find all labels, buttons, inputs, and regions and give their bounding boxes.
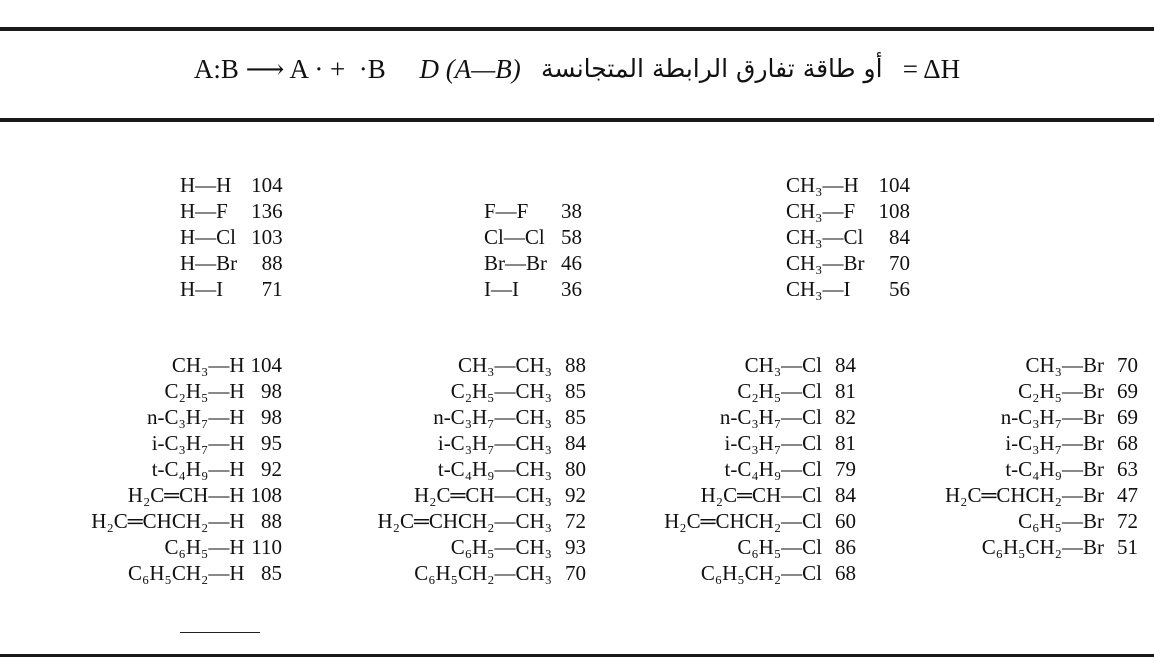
bond-row xyxy=(20,404,282,430)
bond-energy: 82 xyxy=(835,405,856,429)
bond-energy: 93 xyxy=(565,535,586,559)
bond-row xyxy=(880,456,1138,482)
x-ch3-bonds-table xyxy=(300,352,586,586)
bond-energy: 81 xyxy=(835,431,856,455)
bond-energy: 84 xyxy=(835,483,856,507)
bond-row xyxy=(484,198,582,224)
bond-name: I—I xyxy=(484,277,519,301)
bond-name: CH₃—I xyxy=(786,277,851,301)
bond-energy: 85 xyxy=(565,405,586,429)
bond-name: CH₃—H xyxy=(786,173,859,197)
bond-row xyxy=(180,276,283,302)
bond-name: H₂C═CH—Cl xyxy=(700,483,822,507)
bond-name: H₂C═CH—H xyxy=(127,483,245,507)
bond-name: C₂H₅—Br xyxy=(1018,379,1104,403)
bond-name: C₆H₅CH₂—H xyxy=(128,561,245,585)
bond-energy: 95 xyxy=(261,431,282,455)
bond-energy: 84 xyxy=(835,353,856,377)
bond-energy: 84 xyxy=(565,431,586,455)
bond-name: C₆H₅—Br xyxy=(1018,509,1104,533)
bond-energy: 63 xyxy=(1117,457,1138,481)
bond-name: i-C₃H₇—CH₃ xyxy=(437,431,552,455)
bond-row xyxy=(880,534,1138,560)
bond-energy: 71 xyxy=(261,277,283,301)
bond-name: CH₃—H xyxy=(171,353,245,377)
bond-name: C₆H₅—CH₃ xyxy=(450,535,552,559)
bond-name: t-C₄H₉—Br xyxy=(1005,457,1104,481)
bond-name: n-C₃H₇—CH₃ xyxy=(433,405,552,429)
bond-energy: 104 xyxy=(251,173,283,197)
bond-name: CH₃—Br xyxy=(1025,353,1104,377)
bond-row xyxy=(300,560,586,586)
hydrogen-halide-table xyxy=(180,172,283,302)
bond-row xyxy=(600,352,856,378)
methyl-halide-table xyxy=(786,172,910,302)
bond-name: t-C₄H₉—Cl xyxy=(724,457,822,481)
underline-mark xyxy=(180,632,260,633)
bond-energy: 104 xyxy=(250,353,282,377)
bond-energy: 92 xyxy=(565,483,586,507)
bond-row xyxy=(786,224,910,250)
arabic-caption: أو طاقة تفارق الرابطة المتجانسة xyxy=(541,53,883,83)
bond-energy: 70 xyxy=(889,251,910,275)
bond-energy: 98 xyxy=(261,405,282,429)
bond-row xyxy=(20,482,282,508)
dissociation-symbol: D (A—B) xyxy=(419,53,521,84)
bond-name: C₆H₅CH₂—Cl xyxy=(700,561,822,585)
bond-row xyxy=(880,404,1138,430)
bond-row xyxy=(786,250,910,276)
bond-energy: 70 xyxy=(565,561,586,585)
bond-name: CH₃—Cl xyxy=(744,353,822,377)
bond-name: t-C₄H₉—H xyxy=(151,457,245,481)
bond-name: i-C₃H₇—Cl xyxy=(724,431,822,455)
bond-energy: 110 xyxy=(251,535,282,559)
x-cl-bonds-table xyxy=(600,352,856,586)
bond-name: H₂C═CH—CH₃ xyxy=(413,483,552,507)
bond-row xyxy=(600,430,856,456)
top-rule-thick xyxy=(0,27,1154,31)
bond-name: C₆H₅—Cl xyxy=(737,535,822,559)
bond-energy: 68 xyxy=(1117,431,1138,455)
bond-name: H—F xyxy=(180,199,228,223)
bond-name: H—Br xyxy=(180,251,238,275)
bond-name: n-C₃H₇—Cl xyxy=(719,405,822,429)
bond-energy: 86 xyxy=(835,535,856,559)
bond-row xyxy=(300,482,586,508)
bond-row xyxy=(180,172,283,198)
bond-energy: 70 xyxy=(1117,353,1138,377)
bond-name: CH₃—F xyxy=(786,199,856,223)
bond-row xyxy=(786,198,910,224)
bond-energy: 108 xyxy=(878,199,910,223)
bond-row xyxy=(880,508,1138,534)
bond-name: t-C₄H₉—CH₃ xyxy=(437,457,552,481)
bond-name: CH₃—CH₃ xyxy=(458,353,552,377)
bond-row xyxy=(786,276,910,302)
bond-row xyxy=(20,534,282,560)
bond-energy: 136 xyxy=(251,199,283,223)
bond-name: H—I xyxy=(180,277,224,301)
bond-energy: 47 xyxy=(1117,483,1138,507)
bond-name: H₂C═CHCH₂—Br xyxy=(944,483,1104,507)
bond-row xyxy=(484,224,582,250)
bond-row xyxy=(300,430,586,456)
bond-energy: 69 xyxy=(1117,379,1138,403)
bond-name: C₂H₅—CH₃ xyxy=(450,379,552,403)
bond-energy: 88 xyxy=(261,251,283,275)
bond-name: CH₃—Br xyxy=(786,251,865,275)
bond-energy: 38 xyxy=(561,199,582,223)
bond-row xyxy=(300,534,586,560)
bond-row xyxy=(180,198,283,224)
bond-name: H₂C═CHCH₂—CH₃ xyxy=(377,509,552,533)
bond-energy: 46 xyxy=(561,251,582,275)
bond-energy: 88 xyxy=(261,509,282,533)
bond-name: n-C₃H₇—H xyxy=(147,405,245,429)
bond-row xyxy=(880,482,1138,508)
bond-row xyxy=(600,378,856,404)
bond-row xyxy=(20,560,282,586)
bond-energy: 79 xyxy=(835,457,856,481)
bond-name: C₂H₅—Cl xyxy=(737,379,822,403)
bond-energy: 56 xyxy=(889,277,910,301)
bond-row xyxy=(300,378,586,404)
bond-energy: 103 xyxy=(251,225,283,249)
bond-row xyxy=(300,508,586,534)
bond-row xyxy=(880,352,1138,378)
bond-energy: 85 xyxy=(261,561,282,585)
x-h-bonds-table xyxy=(20,352,282,586)
bond-row xyxy=(180,224,283,250)
bond-name: C₆H₅—H xyxy=(164,535,245,559)
bond-energy: 84 xyxy=(889,225,910,249)
bond-energy: 98 xyxy=(261,379,282,403)
bond-energy: 81 xyxy=(835,379,856,403)
reaction-equation: A:B ⟶ A · + ·B xyxy=(193,53,386,84)
bond-energy: 68 xyxy=(835,561,856,585)
bond-row xyxy=(484,276,582,302)
bond-row xyxy=(300,352,586,378)
bond-row xyxy=(600,508,856,534)
bond-row xyxy=(300,456,586,482)
bond-name: n-C₃H₇—Br xyxy=(1000,405,1104,429)
bond-row xyxy=(20,508,282,534)
bond-dissociation-heading xyxy=(0,38,1154,94)
bond-row xyxy=(300,404,586,430)
bond-energy: 80 xyxy=(565,457,586,481)
bond-row xyxy=(786,172,910,198)
bond-name: Br—Br xyxy=(484,251,547,275)
delta-h-label: = ΔH xyxy=(902,53,961,84)
halogen-halogen-table xyxy=(484,198,582,302)
bond-energy: 60 xyxy=(835,509,856,533)
bond-row xyxy=(20,352,282,378)
bond-row xyxy=(880,378,1138,404)
bond-name: i-C₃H₇—H xyxy=(151,431,245,455)
bond-name: Cl—Cl xyxy=(484,225,545,249)
bond-name: C₆H₅CH₂—CH₃ xyxy=(414,561,552,585)
bond-name: H₂C═CHCH₂—Cl xyxy=(664,509,822,533)
bond-name: F—F xyxy=(484,199,529,223)
bond-energy: 92 xyxy=(261,457,282,481)
bond-name: H—H xyxy=(180,173,232,197)
bond-row xyxy=(600,560,856,586)
bond-row xyxy=(20,456,282,482)
bond-row xyxy=(484,250,582,276)
bond-row xyxy=(20,378,282,404)
bond-name: H—Cl xyxy=(180,225,237,249)
bond-energy: 108 xyxy=(250,483,282,507)
bond-row xyxy=(600,404,856,430)
bond-row xyxy=(20,430,282,456)
bond-row xyxy=(600,534,856,560)
bond-name: i-C₃H₇—Br xyxy=(1005,431,1104,455)
bond-energy: 58 xyxy=(561,225,582,249)
bond-row xyxy=(180,250,283,276)
bond-row xyxy=(600,482,856,508)
bond-energy: 72 xyxy=(1117,509,1138,533)
bond-name: C₆H₅CH₂—Br xyxy=(981,535,1104,559)
bond-row xyxy=(600,456,856,482)
bond-energy: 104 xyxy=(878,173,910,197)
table-bottom-rule xyxy=(0,654,1154,657)
bond-name: H₂C═CHCH₂—H xyxy=(91,509,245,533)
header-bottom-rule xyxy=(0,118,1154,122)
bond-name: CH₃—Cl xyxy=(786,225,864,249)
bond-row xyxy=(880,430,1138,456)
bond-energy: 88 xyxy=(565,353,586,377)
bond-energy: 36 xyxy=(561,277,582,301)
x-br-bonds-table xyxy=(880,352,1138,560)
bond-energy: 85 xyxy=(565,379,586,403)
bond-energy: 72 xyxy=(565,509,586,533)
bond-energy: 69 xyxy=(1117,405,1138,429)
bond-energy: 51 xyxy=(1117,535,1138,559)
bond-name: C₂H₅—H xyxy=(164,379,245,403)
